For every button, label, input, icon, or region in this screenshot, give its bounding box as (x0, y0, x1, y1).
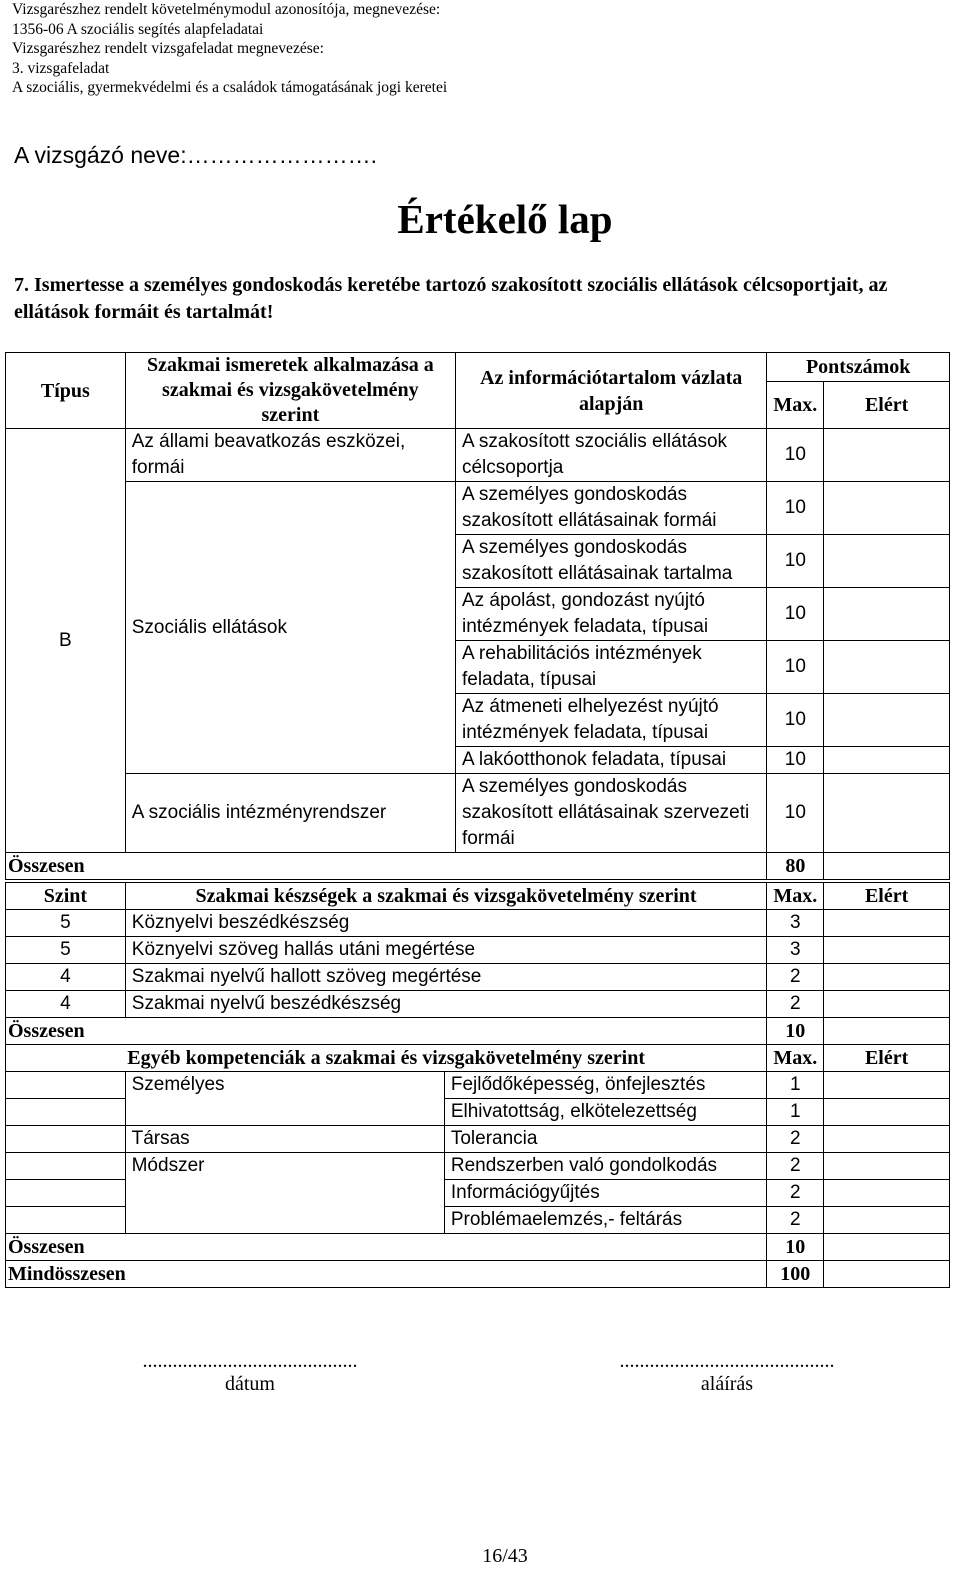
level-cell: 4 (6, 964, 126, 991)
content-cell: Az átmeneti elhelyezést nyújtó intézmények feladata, típusai (455, 694, 766, 747)
skills-table (5, 882, 950, 1045)
level-cell: 4 (6, 991, 126, 1018)
type-b: B (6, 429, 126, 853)
total-label: Összesen (6, 1234, 767, 1261)
competency-cell: Elhivatottság, elkötelezettség (444, 1099, 766, 1126)
total-max: 10 (767, 1234, 824, 1261)
max-cell: 2 (767, 1126, 824, 1153)
task-text: 7. Ismertesse a személyes gondoskodás keretébe tartozó szakosított szociális ellátások célcsoportjait, az ellátások formáit és tartalmát! (14, 274, 888, 323)
content-cell: Az ápolást, gondozást nyújtó intézmények feladata, típusai (455, 588, 766, 641)
total-label: Összesen (6, 853, 767, 880)
competency-cell: Fejlődőképesség, önfejlesztés (444, 1072, 766, 1099)
achieved-cell[interactable] (824, 1072, 950, 1099)
achieved-cell[interactable] (824, 937, 950, 964)
competency-cell: Problémaelemzés,- feltárás (444, 1207, 766, 1234)
level-cell: 5 (6, 910, 126, 937)
max-cell: 10 (767, 482, 824, 535)
header-line: A szociális, gyermekvédelmi és a családok támogatásának jogi keretei (12, 79, 448, 96)
header-elert: Elért (824, 883, 950, 910)
achieved-cell[interactable] (824, 991, 950, 1018)
header-line: 1356-06 A szociális segítés alapfeladatai (12, 20, 264, 38)
achieved-cell[interactable] (824, 588, 950, 641)
content-cell: A szakosított szociális ellátások célcsoportja (455, 429, 766, 482)
content-cell: A lakóotthonok feladata, típusai (455, 747, 766, 774)
signature-line: ........................................... (619, 1350, 835, 1372)
content-cell: A rehabilitációs intézmények feladata, típusai (455, 641, 766, 694)
max-cell: 10 (767, 429, 824, 482)
achieved-cell[interactable] (824, 1180, 950, 1207)
achieved-cell[interactable] (824, 1099, 950, 1126)
skill-cell: Köznyelvi szöveg hallás utáni megértése (125, 937, 767, 964)
header-szakmai: Szakmai ismeretek alkalmazása a szakmai és vizsgakövetelmény szerint (125, 353, 455, 429)
skill-cell: Szakmai nyelvű beszédkészség (125, 991, 767, 1018)
blank-cell (6, 1072, 126, 1099)
date-line: ........................................... (142, 1350, 358, 1372)
header-tipus: Típus (6, 353, 126, 429)
achieved-cell[interactable] (824, 535, 950, 588)
blank-cell (6, 1126, 126, 1153)
header-line: Vizsgarészhez rendelt követelménymodul azonosítója, megnevezése: (12, 1, 441, 18)
blank-cell (6, 1180, 126, 1207)
max-cell: 1 (767, 1072, 824, 1099)
header-elert: Elért (824, 381, 950, 428)
header-elert: Elért (824, 1045, 950, 1072)
document-header (12, 0, 447, 98)
achieved-cell[interactable] (824, 964, 950, 991)
achieved-cell[interactable] (824, 910, 950, 937)
max-cell: 10 (767, 774, 824, 853)
max-cell: 2 (767, 964, 824, 991)
max-cell: 2 (767, 1180, 824, 1207)
signature-label: aláírás (700, 1373, 754, 1395)
header-pontszamok: Pontszámok (767, 353, 950, 382)
page-title: Értékelő lap (397, 196, 613, 242)
max-cell: 2 (767, 1207, 824, 1234)
date-block (100, 1350, 400, 1396)
category-cell: A szociális intézményrendszer (125, 774, 455, 853)
grand-total-max: 100 (767, 1261, 824, 1288)
max-cell: 1 (767, 1099, 824, 1126)
date-label: dátum (225, 1373, 275, 1395)
max-cell: 3 (767, 937, 824, 964)
category-cell: Szociális ellátások (125, 482, 455, 774)
header-skill: Szakmai készségek a szakmai és vizsgakövetelmény szerint (125, 883, 767, 910)
skill-cell: Szakmai nyelvű hallott szöveg megértése (125, 964, 767, 991)
category-cell: Az állami beavatkozás eszközei, formái (125, 429, 455, 482)
total-achieved[interactable] (824, 1018, 950, 1045)
header-line: Vizsgarészhez rendelt vizsgafeladat megnevezése: (12, 40, 324, 57)
max-cell: 2 (767, 1153, 824, 1180)
grand-total-achieved[interactable] (824, 1261, 950, 1288)
content-cell: A személyes gondoskodás szakosított ellátásainak formái (455, 482, 766, 535)
blank-cell (6, 1153, 126, 1180)
group-cell: Módszer (125, 1153, 444, 1234)
skill-cell: Köznyelvi beszédkészség (125, 910, 767, 937)
header-max: Max. (767, 381, 824, 428)
total-achieved[interactable] (824, 853, 950, 880)
max-cell: 10 (767, 747, 824, 774)
group-cell: Társas (125, 1126, 444, 1153)
max-cell: 10 (767, 588, 824, 641)
max-cell: 10 (767, 694, 824, 747)
header-info: Az információtartalom vázlata alapján (455, 353, 766, 429)
header-szint: Szint (6, 883, 126, 910)
competency-cell: Rendszerben való gondolkodás (444, 1153, 766, 1180)
knowledge-table (5, 352, 950, 880)
competency-cell: Tolerancia (444, 1126, 766, 1153)
achieved-cell[interactable] (824, 774, 950, 853)
page-number: 16/43 (482, 1545, 528, 1567)
examinee-name-label: A vizsgázó neve:……………………. (14, 142, 377, 168)
competency-table (5, 1044, 950, 1288)
header-competency: Egyéb kompetenciák a szakmai és vizsgakövetelmény szerint (6, 1045, 767, 1072)
achieved-cell[interactable] (824, 482, 950, 535)
achieved-cell[interactable] (824, 1126, 950, 1153)
achieved-cell[interactable] (824, 694, 950, 747)
achieved-cell[interactable] (824, 641, 950, 694)
content-cell: A személyes gondoskodás szakosított ellátásainak szervezeti formái (455, 774, 766, 853)
header-max: Max. (767, 1045, 824, 1072)
total-max: 80 (767, 853, 824, 880)
grand-total-label: Mindösszesen (6, 1261, 767, 1288)
total-label: Összesen (6, 1018, 767, 1045)
blank-cell (6, 1207, 126, 1234)
group-cell: Személyes (125, 1072, 444, 1126)
content-cell: A személyes gondoskodás szakosított ellátásainak tartalma (455, 535, 766, 588)
signature-block (577, 1350, 877, 1396)
total-max: 10 (767, 1018, 824, 1045)
max-cell: 10 (767, 641, 824, 694)
max-cell: 3 (767, 910, 824, 937)
achieved-cell[interactable] (824, 429, 950, 482)
total-achieved[interactable] (824, 1234, 950, 1261)
achieved-cell[interactable] (824, 1207, 950, 1234)
max-cell: 10 (767, 535, 824, 588)
competency-cell: Információgyűjtés (444, 1180, 766, 1207)
blank-cell (6, 1099, 126, 1126)
level-cell: 5 (6, 937, 126, 964)
header-max: Max. (767, 883, 824, 910)
achieved-cell[interactable] (824, 747, 950, 774)
max-cell: 2 (767, 991, 824, 1018)
achieved-cell[interactable] (824, 1153, 950, 1180)
header-line: 3. vizsgafeladat (12, 59, 110, 77)
